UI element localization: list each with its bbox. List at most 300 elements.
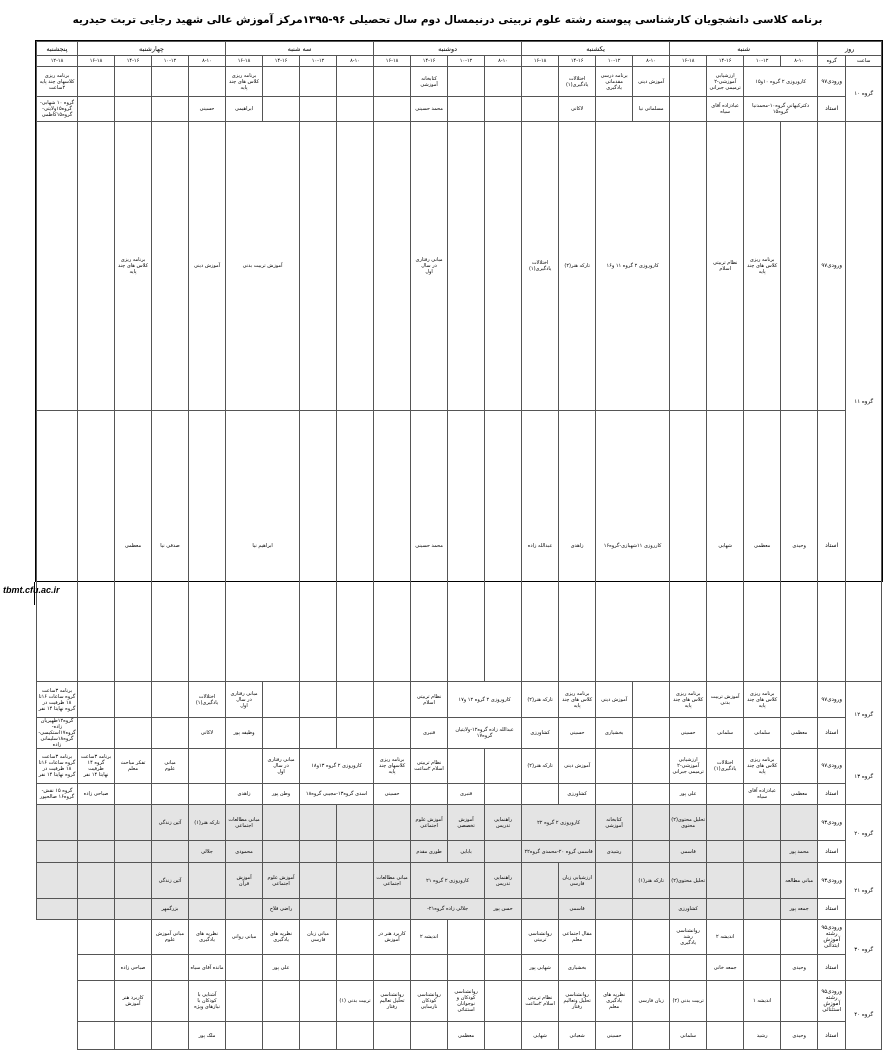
empty-cell [633, 899, 670, 920]
empty-cell [37, 805, 78, 841]
day-header-row [37, 42, 882, 56]
empty-cell [152, 122, 189, 411]
course-cell: ارزشیابی زبان فارسی [559, 863, 596, 899]
empty-cell [485, 955, 522, 981]
empty-cell [374, 67, 411, 97]
empty-cell [744, 899, 781, 920]
corner-day: روز [818, 42, 882, 56]
teacher-row [37, 97, 882, 122]
course-cell: مبانی مطالعات اجتماعی [226, 805, 263, 841]
time-slot: ۱۰-۱۲ [152, 56, 189, 67]
course-cell: اختلالات یادگیری(۱) [707, 749, 744, 784]
time-slot: ۱۰-۱۲ [300, 56, 337, 67]
empty-cell [707, 1022, 744, 1050]
group-label: گروه ۱۱ [846, 122, 882, 682]
empty-cell [263, 805, 300, 841]
time-slot: ۸-۱۰ [633, 56, 670, 67]
day-header: دوشنبه [374, 42, 522, 56]
teacher-cell: صباحی زاده [115, 955, 152, 981]
course-cell: برنامه ریزی کلاس های چند پایه [670, 682, 707, 718]
course-cell: آموزش دینی [633, 67, 670, 97]
empty-cell [37, 899, 78, 920]
empty-cell [781, 981, 818, 1022]
empty-cell [781, 122, 818, 411]
empty-cell [337, 863, 374, 899]
teacher-cell: رشیدی [596, 841, 633, 863]
course-cell: کاربرد هنر آموزش [115, 981, 152, 1022]
empty-cell [670, 411, 707, 682]
empty-cell [152, 682, 189, 718]
course-cell: مبانی مطالعه [781, 863, 818, 899]
time-slot: ۱۰-۱۲ [448, 56, 485, 67]
teacher-cell: مسلمانی نیا [633, 97, 670, 122]
teacher-cell: حسن پور [485, 899, 522, 920]
course-cell: کاروروزی ۲ گروه ۱۱ و۱۶ [596, 122, 670, 411]
teacher-cell: سلمانی [744, 718, 781, 749]
empty-cell [263, 718, 300, 749]
empty-cell [596, 97, 633, 122]
empty-cell [78, 1022, 115, 1050]
empty-cell [670, 122, 707, 411]
teacher-cell: شهابی پور [522, 955, 559, 981]
teacher-cell: بخشیاری [559, 955, 596, 981]
empty-cell [263, 981, 300, 1022]
teacher-cell: گروه۱۲ظهیریان زاده-گروه۱۷استکیسی-گروه۱۸سلیمانی زاده [38, 718, 76, 748]
teacher-cell: زاهدی [226, 784, 263, 805]
course-cell: تارکه هنر(۲) [522, 749, 559, 784]
teacher-cell: گروه ۱۰ شهابی-گروه۱۵ولایتی-گروه۱۵کاظمی [37, 97, 78, 122]
empty-cell [152, 784, 189, 805]
day-header: پنجشنبه [37, 42, 78, 56]
empty-cell [670, 955, 707, 981]
teacher-cell: سلمانی [670, 1022, 707, 1050]
empty-cell [337, 899, 374, 920]
empty-cell [633, 805, 670, 841]
teacher-row [37, 411, 882, 682]
course-cell: برنامه ریزی کلاس های چند پایه [115, 122, 152, 411]
empty-cell [263, 1022, 300, 1050]
schedule-sheet [35, 40, 883, 1039]
empty-cell [633, 841, 670, 863]
empty-cell [189, 863, 226, 899]
teacher-cell: اسدی گروه۱۳-مجیبی گروه۱۸ [300, 784, 374, 805]
empty-cell [152, 1022, 189, 1050]
empty-cell [226, 1022, 263, 1050]
teacher-cell: عبدالله زاده گروه۱۲-ولایتیان گروه۱۷ [448, 718, 522, 749]
teacher-cell: رشید [744, 1022, 781, 1050]
empty-cell [78, 718, 115, 749]
empty-cell [522, 784, 559, 805]
teacher-cell: وظیفه پور [226, 718, 263, 749]
entry-label: ورودی۹۷ [818, 67, 846, 97]
course-cell: مبانی رفتاری در سال اول [226, 682, 263, 718]
empty-cell [78, 955, 115, 981]
empty-cell [522, 899, 559, 920]
teacher-row [37, 955, 882, 981]
group-label: گروه ۱۰ [846, 67, 882, 122]
empty-cell [152, 841, 189, 863]
course-cell: برنامه ریزی کلاس های چند پایه [559, 682, 596, 718]
empty-cell [115, 920, 152, 955]
empty-cell [337, 1022, 374, 1050]
empty-cell [448, 97, 485, 122]
empty-cell [337, 67, 374, 97]
empty-cell [337, 920, 374, 955]
empty-cell [78, 899, 115, 920]
empty-cell [300, 863, 337, 899]
empty-cell [37, 411, 78, 682]
course-cell: کاروروزی ۲ گروه ۲۱ [411, 863, 485, 899]
course-row [37, 805, 882, 841]
teacher-row [37, 718, 882, 749]
empty-cell [744, 920, 781, 955]
empty-cell [485, 981, 522, 1022]
entry-label: ورودی۹۵ رشته آموزش استثنائی [818, 981, 846, 1022]
course-cell: مبانی زبان فارسی [300, 920, 337, 955]
time-slot: ۱۰-۱۲ [744, 56, 781, 67]
course-cell: آموزش دینی [189, 122, 226, 411]
empty-cell [152, 718, 189, 749]
course-cell: برنامه درسی مقدماتی یادگیری [596, 67, 633, 97]
empty-cell [596, 863, 633, 899]
course-cell: نظام تربیتی اسلام ۲ساعت [411, 749, 448, 784]
course-cell: برنامه ۳ساعت گروه ساعات ۱۶تا ۱۸ ظرفیت در گروه نهایتا ۱۴ نفر [37, 749, 78, 784]
teacher-cell: عبادزاده آقای سیاه [707, 97, 744, 122]
empty-cell [78, 682, 115, 718]
teacher-cell: کشاورزی [522, 718, 559, 749]
teacher-cell: محمد حسینی [411, 411, 448, 682]
empty-cell [226, 955, 263, 981]
course-cell: تارکه هنر(۲) [559, 122, 596, 411]
course-cell: برنامه ریزی کلاس های چند پایه [226, 67, 263, 97]
course-cell: نظریه های یادگیری معلم [596, 981, 633, 1022]
course-cell: روانشناسی تربیتی [522, 920, 559, 955]
course-cell: آموزش تربیت بدنی [707, 682, 744, 718]
course-cell: ارزشیابی آموزشی-۲ ترمیمی جبرانی [707, 67, 744, 97]
empty-cell [78, 122, 115, 411]
group-label: گروه ۱۳ [846, 749, 882, 805]
time-slot: ۸-۱۰ [485, 56, 522, 67]
course-cell: نظام تربیتی اسلام [707, 122, 744, 411]
teacher-cell: وطن پور [263, 784, 300, 805]
footer-url[interactable]: tbmt.cfu.ac.ir [3, 585, 60, 595]
empty-cell [522, 863, 559, 899]
course-cell: کتابخانه آموزشی [411, 67, 448, 97]
course-cell: اندیشه ۲ [707, 920, 744, 955]
teacher-cell: شهابی [522, 1022, 559, 1050]
empty-cell [707, 784, 744, 805]
empty-cell [670, 97, 707, 122]
time-slot: ۱۲-۱۸ [37, 56, 78, 67]
empty-cell [448, 67, 485, 97]
teacher-cell: محمد پور [781, 841, 818, 863]
empty-cell [300, 97, 337, 122]
empty-cell [781, 920, 818, 955]
course-cell: برنامه ریزی کلاس های چند پایه [744, 682, 781, 718]
empty-cell [633, 749, 670, 784]
empty-cell [115, 67, 152, 97]
teacher-cell: معظمی [781, 784, 818, 805]
empty-cell [374, 122, 411, 411]
teacher-cell: عبدالله زاده [522, 411, 559, 682]
entry-label: ورودی۹۷ [818, 122, 846, 411]
empty-cell [448, 920, 485, 955]
teacher-label: استاد [818, 411, 846, 682]
teacher-label: استاد [818, 784, 846, 805]
course-cell: تارکه هنر(۲) [522, 682, 559, 718]
empty-cell [670, 67, 707, 97]
course-cell: کتابخانه آموزشی [596, 805, 633, 841]
course-cell: روانشناسی کودکان نارسایی [411, 981, 448, 1022]
course-cell: تربیت بدنی (۱) [337, 981, 374, 1022]
teacher-cell: راضی فلاح [263, 899, 300, 920]
empty-cell [115, 718, 152, 749]
course-cell: آئین زندگی [152, 805, 189, 841]
teacher-cell: وحیدی [781, 411, 818, 682]
empty-cell [411, 955, 448, 981]
empty-cell [448, 749, 485, 784]
teacher-cell: عبادزاده آقای سیاه [744, 784, 781, 805]
course-cell: راهنمایی تدریس [485, 805, 522, 841]
empty-cell [78, 411, 115, 682]
empty-cell [226, 981, 263, 1022]
time-slot: ۱۶-۱۸ [374, 56, 411, 67]
teacher-cell: معظمی [448, 1022, 485, 1050]
empty-cell [263, 682, 300, 718]
empty-cell [337, 841, 374, 863]
empty-cell [78, 67, 115, 97]
course-cell: روانشناسی رشد یادگیری [670, 920, 707, 955]
empty-cell [374, 1022, 411, 1050]
empty-cell [115, 841, 152, 863]
time-slot: ۱۰-۱۲ [596, 56, 633, 67]
teacher-cell: قنبری [448, 784, 485, 805]
empty-cell [485, 67, 522, 97]
course-cell: آشنایی با کودکان با نیازهای ویژه [189, 981, 226, 1022]
empty-cell [78, 97, 115, 122]
course-cell: مبانی علوم [152, 749, 189, 784]
course-cell: تارکه هنر(۱) [633, 863, 670, 899]
time-slot: ۸-۱۰ [189, 56, 226, 67]
teacher-label: استاد [818, 718, 846, 749]
teacher-cell: علی پور [263, 955, 300, 981]
teacher-label: استاد [818, 841, 846, 863]
empty-cell [78, 863, 115, 899]
course-cell: روانشناسی کودکان و نوجوانان استثنائی [448, 981, 485, 1022]
empty-cell [633, 1022, 670, 1050]
course-cell: آموزش علوم اجتماعی [411, 805, 448, 841]
time-slot: ۱۴-۱۶ [263, 56, 300, 67]
empty-cell [189, 67, 226, 97]
empty-cell [374, 97, 411, 122]
time-slot: ۱۶-۱۸ [670, 56, 707, 67]
course-cell: تربیت بدنی (۲) [670, 981, 707, 1022]
course-cell: کاروروزی ۲ گروه ۱۳و۱۸ [300, 749, 374, 784]
entry-label: ورودی۹۷ [818, 749, 846, 784]
teacher-cell: زاهدی [559, 411, 596, 682]
course-cell: اختلالات یادگیری(۱) [522, 122, 559, 411]
empty-cell [411, 1022, 448, 1050]
empty-cell [37, 122, 78, 411]
empty-cell [300, 841, 337, 863]
teacher-cell: جمعه خانی [707, 955, 744, 981]
teacher-cell: گروه ۱۵ نقش-گروه۱۶ صالحپور [37, 784, 78, 805]
time-slot: ۱۶-۱۸ [78, 56, 115, 67]
empty-cell [300, 122, 337, 411]
day-header: چهارشنبه [78, 42, 226, 56]
course-row [37, 863, 882, 899]
group-label: گروه ۱۲ [846, 682, 882, 749]
course-cell: آئین زندگی [152, 863, 189, 899]
teacher-cell: ابراهیم نیا [226, 411, 300, 682]
teacher-cell: شعبانی [559, 1022, 596, 1050]
course-row [37, 981, 882, 1022]
course-cell: آموزش قرآن [226, 863, 263, 899]
empty-cell [448, 411, 485, 682]
teacher-cell: علی پور [670, 784, 707, 805]
teacher-cell: حسینی [559, 718, 596, 749]
teacher-cell: دکترکیهانی گروه۱۰-محمدنیا گروه۱۵ [744, 97, 818, 122]
course-cell: مبانی رفتاری در سال اول [263, 749, 300, 784]
empty-cell [744, 955, 781, 981]
course-cell: نظریه های یادگیری [189, 920, 226, 955]
empty-cell [633, 682, 670, 718]
empty-cell [152, 981, 189, 1022]
course-cell: مبانی مطالعات اجتماعی [374, 863, 411, 899]
empty-cell [115, 863, 152, 899]
empty-cell [374, 682, 411, 718]
group-label: گروه ۴۰ [846, 981, 882, 1050]
time-slot: ۸-۱۰ [337, 56, 374, 67]
teacher-row [37, 841, 882, 863]
course-cell: کاروروزی ۲ گروه ۱۲ و۱۷ [448, 682, 522, 718]
empty-cell [633, 784, 670, 805]
empty-cell [263, 841, 300, 863]
empty-cell [374, 841, 411, 863]
teacher-cell: بزرگمهر [152, 899, 189, 920]
time-slot: ۱۴-۱۶ [559, 56, 596, 67]
course-row [37, 920, 882, 955]
empty-cell [152, 67, 189, 97]
course-cell: راهنمایی تدریس [485, 863, 522, 899]
time-slot: ۸-۱۰ [781, 56, 818, 67]
course-cell: آموزش علوم اجتماعی [263, 863, 300, 899]
empty-cell [300, 899, 337, 920]
empty-cell [633, 955, 670, 981]
empty-cell [78, 981, 115, 1022]
course-cell: کاربرد هنر در آموزش [374, 920, 411, 955]
empty-cell [781, 805, 818, 841]
empty-cell [485, 841, 522, 863]
empty-cell [263, 67, 300, 97]
empty-cell [263, 97, 300, 122]
course-cell: روانشناسی تحلیل وتعالیم رفتار [559, 981, 596, 1022]
empty-cell [485, 97, 522, 122]
course-cell: برنامه ریزی کلاس های چند پایه [744, 749, 781, 784]
empty-cell [707, 805, 744, 841]
empty-cell [374, 718, 411, 749]
teacher-row [37, 899, 882, 920]
course-cell: نظریه های یادگیری [263, 920, 300, 955]
empty-cell [744, 841, 781, 863]
teacher-cell: بابایی [448, 841, 485, 863]
group-label: گروه ۲۱ [846, 863, 882, 920]
empty-cell [596, 920, 633, 955]
course-cell: نظام تربیتی اسلام ۲ساعت [522, 981, 559, 1022]
course-cell: آموزش دینی [596, 682, 633, 718]
teacher-cell: قاسمی [559, 899, 596, 920]
empty-cell [781, 749, 818, 784]
empty-cell [300, 411, 337, 682]
course-cell: اختلالات یادگیری(۱) [559, 67, 596, 97]
empty-cell [707, 899, 744, 920]
empty-cell [337, 411, 374, 682]
teacher-label: استاد [818, 1022, 846, 1050]
course-cell: کاروروزی ۲ گروه ۲۲ [522, 805, 596, 841]
teacher-cell: قنبری [411, 718, 448, 749]
empty-cell [781, 682, 818, 718]
empty-cell [485, 122, 522, 411]
course-cell: مبانی رفتاری در سال اول [411, 122, 448, 411]
empty-cell [189, 899, 226, 920]
teacher-cell: قاسمی گروه ۲۰-محمدی گروه۲۲ [522, 841, 596, 863]
entry-label: ورودی۹۵ رشته آموزش ابتدائی [818, 920, 846, 955]
time-slot: ۱۶-۱۸ [522, 56, 559, 67]
time-slot: ۱۴-۱۶ [115, 56, 152, 67]
empty-cell [485, 920, 522, 955]
empty-cell [300, 1022, 337, 1050]
course-cell: برنامه ریزی کلاسهای چند پایه [374, 749, 411, 784]
teacher-cell: معظمی [115, 411, 152, 682]
teacher-cell: وحیدی [781, 1022, 818, 1050]
empty-cell [485, 411, 522, 682]
empty-cell [744, 805, 781, 841]
teacher-cell: ملک پور [189, 1022, 226, 1050]
empty-cell [300, 67, 337, 97]
teacher-cell: جلالی زاده گروه۲۱- [411, 899, 485, 920]
course-row [37, 682, 882, 718]
empty-cell [300, 981, 337, 1022]
course-row [37, 749, 882, 784]
empty-cell [596, 749, 633, 784]
course-cell: مقال اجتماعی معلم [559, 920, 596, 955]
teacher-cell: حسینی [189, 97, 226, 122]
course-cell: تفکر مباحث معلم [115, 749, 152, 784]
teacher-cell: سلمانی [707, 718, 744, 749]
empty-cell [189, 411, 226, 682]
empty-cell [152, 97, 189, 122]
teacher-cell: لاکانی [559, 97, 596, 122]
course-cell: تحلیل محتوی(۲) محتوی [670, 805, 707, 841]
teacher-cell: حسینی [596, 1022, 633, 1050]
entry-label: ورودی۹۳ [818, 863, 846, 899]
time-slot: ۱۴-۱۶ [411, 56, 448, 67]
teacher-cell: حسینی [670, 718, 707, 749]
time-slot: ۱۴-۱۶ [707, 56, 744, 67]
empty-cell [411, 784, 448, 805]
course-cell: آموزش تربیت بدنی [226, 122, 300, 411]
empty-cell [337, 955, 374, 981]
empty-cell [337, 805, 374, 841]
teacher-label: استاد [818, 97, 846, 122]
empty-cell [633, 718, 670, 749]
empty-cell [596, 899, 633, 920]
empty-cell [374, 411, 411, 682]
empty-cell [37, 863, 78, 899]
empty-cell [115, 97, 152, 122]
teacher-cell: کشاورزی [559, 784, 596, 805]
empty-cell [707, 863, 744, 899]
